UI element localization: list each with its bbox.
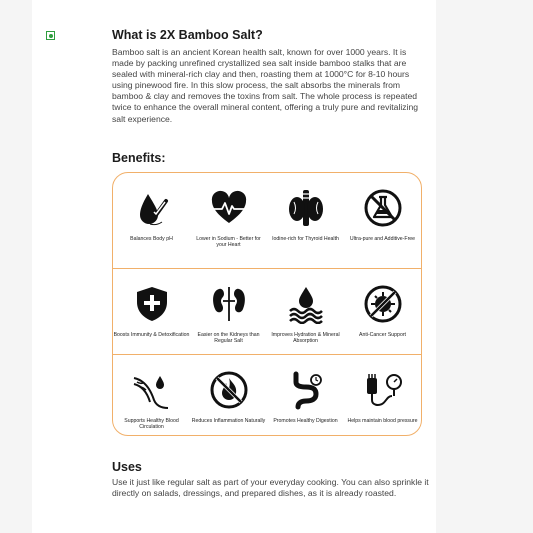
- ph-balance-icon: [132, 188, 172, 228]
- about-description: Bamboo salt is an ancient Korean health salt, known for over 1000 years. It is made by packing unrefined crystallized sea salt inside bamboo stalks that are sealed with mineral-rich clay and then, roasting them at 1000°C for 8-10 hours using pinewood fire. In this slow process, the salt absorbs the minerals from bamboo & clay and removes the toxins from salt. The whole process is repeated twice to enhance the overall mineral content, offering a truly pure and revitalizing salt experience.: [112, 47, 419, 124]
- benefit-item: [344, 355, 421, 436]
- benefit-label: Helps maintain blood pressure: [347, 418, 418, 424]
- benefit-label: Supports Healthy Blood Circulation: [124, 418, 179, 431]
- benefit-item: [267, 173, 344, 260]
- benefit-item: [267, 269, 344, 355]
- benefit-label: Improves Hydration & Mineral Absorption: [271, 332, 340, 345]
- benefits-grid: [112, 172, 422, 436]
- blood-circulation-icon: [132, 370, 172, 410]
- benefits-title: Benefits:: [112, 151, 166, 165]
- shield-plus-icon: [132, 284, 172, 324]
- heart-pulse-icon: [209, 188, 249, 228]
- kidneys-icon: [209, 284, 249, 324]
- benefit-item: [344, 269, 421, 355]
- uses-title: Uses: [112, 460, 142, 474]
- no-inflammation-icon: [209, 370, 249, 410]
- benefits-row: [113, 354, 421, 436]
- benefit-item: [113, 173, 190, 260]
- benefit-item: [190, 269, 267, 355]
- no-chemicals-icon: [363, 188, 403, 228]
- benefit-label: Anti-Cancer Support: [359, 332, 406, 338]
- benefit-item: [113, 355, 190, 436]
- about-title: What is 2X Bamboo Salt?: [112, 28, 263, 42]
- benefit-label: Reduces Inflammation Naturally: [191, 418, 266, 424]
- thyroid-icon: [286, 188, 326, 228]
- hydration-icon: [286, 284, 326, 324]
- benefits-row: [113, 268, 421, 355]
- blood-pressure-icon: [363, 370, 403, 410]
- benefit-label: Boosts Immunity & Detoxification: [113, 332, 190, 338]
- anti-cancer-icon: [363, 284, 403, 324]
- benefit-item: [190, 173, 267, 260]
- benefit-label: Iodine-rich for Thyroid Health: [272, 236, 339, 242]
- benefit-label: Balances Body pH: [130, 236, 173, 242]
- benefit-label: Easier on the Kidneys than Regular Salt: [197, 332, 260, 345]
- benefit-item: [267, 355, 344, 436]
- benefit-item: [113, 269, 190, 355]
- benefits-row: [113, 173, 421, 260]
- uses-description: Use it just like regular salt as part of your everyday cooking. You can also sprinkle it directly on salads, dressings, and prepared dishes, as it is already roasted.: [112, 477, 429, 499]
- vegetarian-icon: [46, 31, 55, 40]
- benefit-label: Lower in Sodium - Better for your Heart: [196, 236, 261, 249]
- benefit-label: Promotes Healthy Digestion: [273, 418, 338, 424]
- benefit-item: [190, 355, 267, 436]
- benefit-label: Ultra-pure and Additive-Free: [349, 236, 416, 242]
- benefit-item: [344, 173, 421, 260]
- digestion-icon: [286, 370, 326, 410]
